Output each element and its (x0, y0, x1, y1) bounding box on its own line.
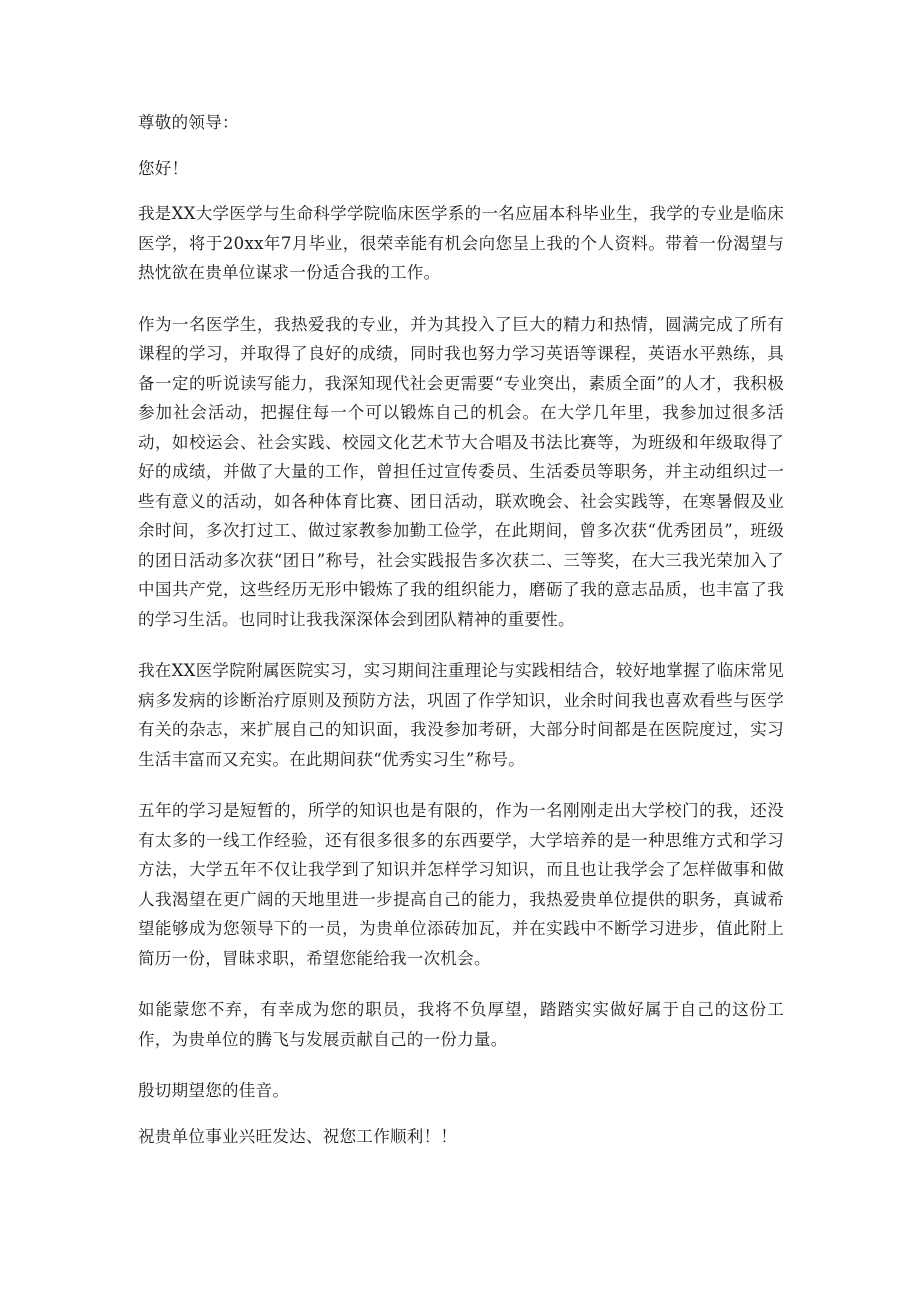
letter-body (138, 108, 784, 1167)
paragraph-intro: 我是XX大学医学与生命科学学院临床医学系的一名应届本科毕业生，我学的专业是临床医学，将于20xx年7月毕业，很荣幸能有机会向您呈上我的个人资料。带着一份渴望与热忱欲在贵单位谋求一份适合我的工作。 (138, 204, 784, 282)
wishes-line: 祝贵单位事业兴旺发达、祝您工作顺利！！ (138, 1126, 458, 1146)
paragraph-commitment: 如能蒙您不弃，有幸成为您的职员，我将不负厚望，踏踏实实做好属于自己的这份工作，为贵单位的腾飞与发展贡献自己的一份力量。 (138, 1000, 784, 1049)
paragraph-studies: 作为一名医学生，我热爱我的专业，并为其投入了巨大的精力和热情，圆满完成了所有课程的学习，并取得了良好的成绩，同时我也努力学习英语等课程，英语水平熟练，具备一定的听说读写能力，我深知现代社会更需要“专业突出，素质全面”的人才，我积极参加社会活动，把握住每一个可以锻炼自己的机会。在大学几年里，我参加过很多活动，如校运会、社会实践、校园文化艺术节大合唱及书法比赛等，为班级和年级取得了好的成绩，并做了大量的工作，曾担任过宣传委员、生活委员等职务，并主动组织过一些有意义的活动，如各种体育比赛、团日活动，联欢晚会、社会实践等，在寒暑假及业余时间，多次打过工、做过家教参加勤工俭学，在此期间，曾多次获“优秀团员”，班级的团日活动多次获“团日”称号，社会实践报告多次获二、三等奖，在大三我光荣加入了中国共产党，这些经历无形中锻炼了我的组织能力，磨砺了我的意志品质，也丰富了我的学习生活。也同时让我我深深体会到团队精神的重要性。 (138, 314, 784, 629)
closing-line: 殷切期望您的佳音。 (138, 1081, 290, 1100)
paragraph-internship: 我在XX医学院附属医院实习，实习期间注重理论与实践相结合，较好地掌握了临床常见病多发病的诊断治疗原则及预防方法，巩固了作学知识，业余时间我也喜欢看些与医学有关的杂志，来扩展自己的知识面，我没参加考研，大部分时间都是在医院度过，实习生活丰富而又充实。在此期间获“优秀实习生”称号。 (138, 661, 784, 769)
paragraph-aspiration: 五年的学习是短暂的，所学的知识也是有限的，作为一名刚刚走出大学校门的我，还没有太多的一线工作经验，还有很多很多的东西要学，大学培养的是一种思维方式和学习方法，大学五年不仅让我学到了知识并怎样学习知识，而且也让我学会了怎样做事和做人我渴望在更广阔的天地里进一步提高自己的能力，我热爱贵单位提供的职务，真诚希望能够成为您领导下的一员，为贵单位添砖加瓦，并在实践中不断学习进步，值此附上简历一份，冒昧求职，希望您能给我一次机会。 (138, 801, 784, 968)
salutation: 尊敬的领导： (138, 113, 239, 132)
greeting: 您好！ (138, 158, 189, 178)
